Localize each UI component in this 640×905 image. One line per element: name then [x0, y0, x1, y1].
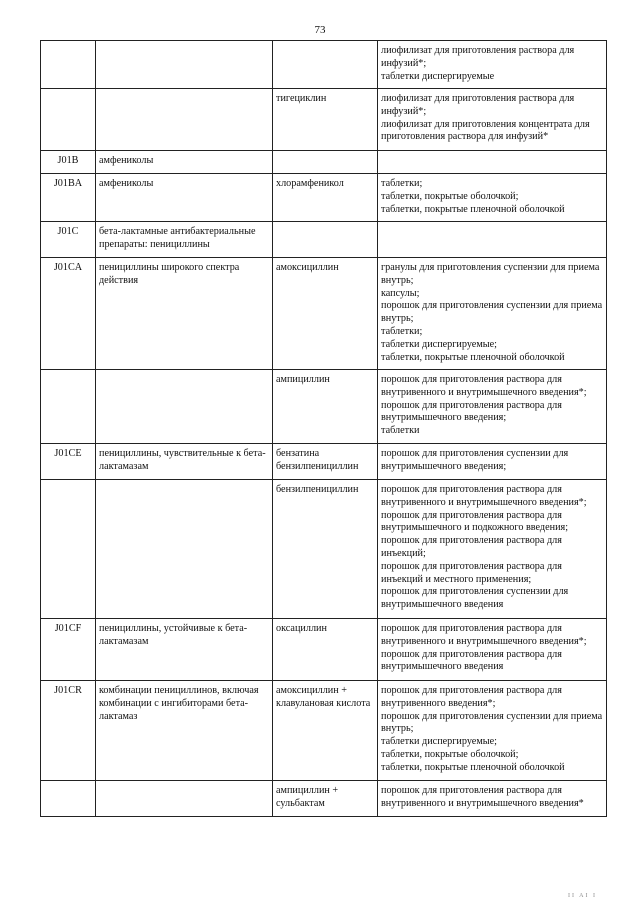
drug-name-cell — [273, 222, 378, 258]
atc-code-cell: J01C — [41, 222, 96, 258]
dosage-forms-cell — [378, 41, 607, 89]
dosage-form-item: таблетки диспергируемые — [381, 70, 495, 82]
drug-name-cell — [273, 41, 378, 89]
dosage-form-item: таблетки диспергируемые; — [381, 736, 497, 748]
atc-code-cell — [41, 781, 96, 817]
dosage-form-item: порошок для приготовления суспензии для внутримышечного введения; — [381, 448, 569, 472]
drug-name-cell: ампициллин — [273, 370, 378, 444]
table-row — [41, 174, 607, 222]
anatomical-group-cell: пенициллины, чувствительные к бета-лактамазам — [96, 444, 273, 480]
dosage-form-item: таблетки, покрытые пленочной оболочкой — [381, 351, 565, 363]
drug-name-cell: амоксициллин + клавулановая кислота — [273, 681, 378, 781]
dosage-form-item: таблетки, покрытые оболочкой; — [381, 190, 519, 202]
drug-name-cell: ампициллин + сульбактам — [273, 781, 378, 817]
dosage-form-item: таблетки, покрытые пленочной оболочкой — [381, 203, 565, 215]
dosage-forms-cell — [378, 89, 607, 151]
dosage-forms-cell — [378, 151, 607, 174]
dosage-form-item: лиофилизат для приготовления концентрата для приготовления раствора для инфузий* — [381, 118, 590, 143]
drug-name-cell: бензатина бензилпенициллин — [273, 444, 378, 480]
atc-code-cell: J01CR — [41, 681, 96, 781]
dosage-form-item: порошок для приготовления раствора для внутривенного и внутримышечного введения* — [381, 785, 584, 809]
table-row — [41, 480, 607, 619]
dosage-forms-cell — [378, 681, 607, 781]
dosage-form-item: гранулы для приготовления суспензии для приема внутрь; — [381, 262, 600, 286]
dosage-form-item: порошок для приготовления раствора для внутривенного и внутримышечного введения*; — [381, 374, 587, 398]
table-row — [41, 89, 607, 151]
anatomical-group-cell: бета-лактамные антибактериальные препараты: пенициллины — [96, 222, 273, 258]
table-row — [41, 619, 607, 681]
dosage-form-item: порошок для приготовления раствора для внутривенного введения*; — [381, 685, 562, 709]
dosage-form-item: порошок для приготовления раствора для внутривенного и внутримышечного введения*; — [381, 484, 587, 508]
drug-table — [40, 40, 607, 817]
dosage-form-item: таблетки, покрытые пленочной оболочкой — [381, 761, 565, 773]
dosage-form-item: порошок для приготовления раствора для внутримышечного и подкожного введения; — [381, 509, 569, 534]
dosage-forms-cell — [378, 370, 607, 444]
dosage-form-item: порошок для приготовления раствора для внутримышечного введения — [381, 648, 562, 673]
dosage-form-item: порошок для приготовления раствора для инъекций и местного применения; — [381, 560, 562, 585]
drug-name-cell: бензилпенициллин — [273, 480, 378, 619]
anatomical-group-cell — [96, 781, 273, 817]
dosage-form-item: таблетки диспергируемые; — [381, 338, 497, 350]
atc-code-cell — [41, 41, 96, 89]
drug-name-cell — [273, 151, 378, 174]
dosage-forms-cell — [378, 619, 607, 681]
dosage-forms-cell — [378, 258, 607, 370]
atc-code-cell — [41, 480, 96, 619]
dosage-forms-cell — [378, 781, 607, 817]
dosage-form-item: таблетки, покрытые оболочкой; — [381, 748, 519, 760]
dosage-form-item: лиофилизат для приготовления раствора для инфузий*; — [381, 93, 575, 117]
atc-code-cell: J01CE — [41, 444, 96, 480]
anatomical-group-cell — [96, 41, 273, 89]
table-row — [41, 151, 607, 174]
dosage-form-item: порошок для приготовления суспензии для приема внутрь; — [381, 710, 603, 735]
anatomical-group-cell — [96, 480, 273, 619]
table-row — [41, 781, 607, 817]
table-row — [41, 222, 607, 258]
atc-code-cell: J01BA — [41, 174, 96, 222]
anatomical-group-cell: комбинации пенициллинов, включая комбинации с ингибиторами бета-лактамаз — [96, 681, 273, 781]
drug-name-cell: амоксициллин — [273, 258, 378, 370]
footer-mark: II AI I — [568, 893, 597, 899]
dosage-form-item: порошок для приготовления суспензии для приема внутрь; — [381, 300, 603, 325]
atc-code-cell — [41, 89, 96, 151]
dosage-forms-cell — [378, 222, 607, 258]
anatomical-group-cell — [96, 370, 273, 444]
anatomical-group-cell: амфениколы — [96, 151, 273, 174]
atc-code-cell: J01CF — [41, 619, 96, 681]
dosage-form-item: таблетки; — [381, 325, 423, 337]
dosage-form-item: таблетки; — [381, 178, 423, 189]
dosage-form-item: порошок для приготовления суспензии для внутримышечного введения — [381, 586, 569, 611]
anatomical-group-cell: пенициллины, устойчивые к бета-лактамазам — [96, 619, 273, 681]
drug-name-cell: оксациллин — [273, 619, 378, 681]
dosage-forms-cell — [378, 444, 607, 480]
dosage-form-item: лиофилизат для приготовления раствора для инфузий*; — [381, 45, 575, 69]
anatomical-group-cell: пенициллины широкого спектра действия — [96, 258, 273, 370]
dosage-form-item: капсулы; — [381, 287, 420, 299]
atc-code-cell: J01B — [41, 151, 96, 174]
anatomical-group-cell — [96, 89, 273, 151]
table-row — [41, 370, 607, 444]
dosage-form-item: порошок для приготовления раствора для внутривенного и внутримышечного введения*; — [381, 623, 587, 647]
atc-code-cell: J01CA — [41, 258, 96, 370]
anatomical-group-cell: амфениколы — [96, 174, 273, 222]
dosage-form-item: таблетки — [381, 425, 420, 437]
table-row — [41, 258, 607, 370]
page-number: 73 — [314, 24, 326, 36]
table-row — [41, 681, 607, 781]
dosage-forms-cell — [378, 174, 607, 222]
dosage-form-item: порошок для приготовления раствора для инъекций; — [381, 535, 562, 559]
drug-name-cell: хлорамфеникол — [273, 174, 378, 222]
dosage-forms-cell — [378, 480, 607, 619]
dosage-form-item: порошок для приготовления раствора для внутримышечного введения; — [381, 399, 562, 424]
table-row — [41, 444, 607, 480]
table-row — [41, 41, 607, 89]
drug-name-cell: тигециклин — [273, 89, 378, 151]
atc-code-cell — [41, 370, 96, 444]
